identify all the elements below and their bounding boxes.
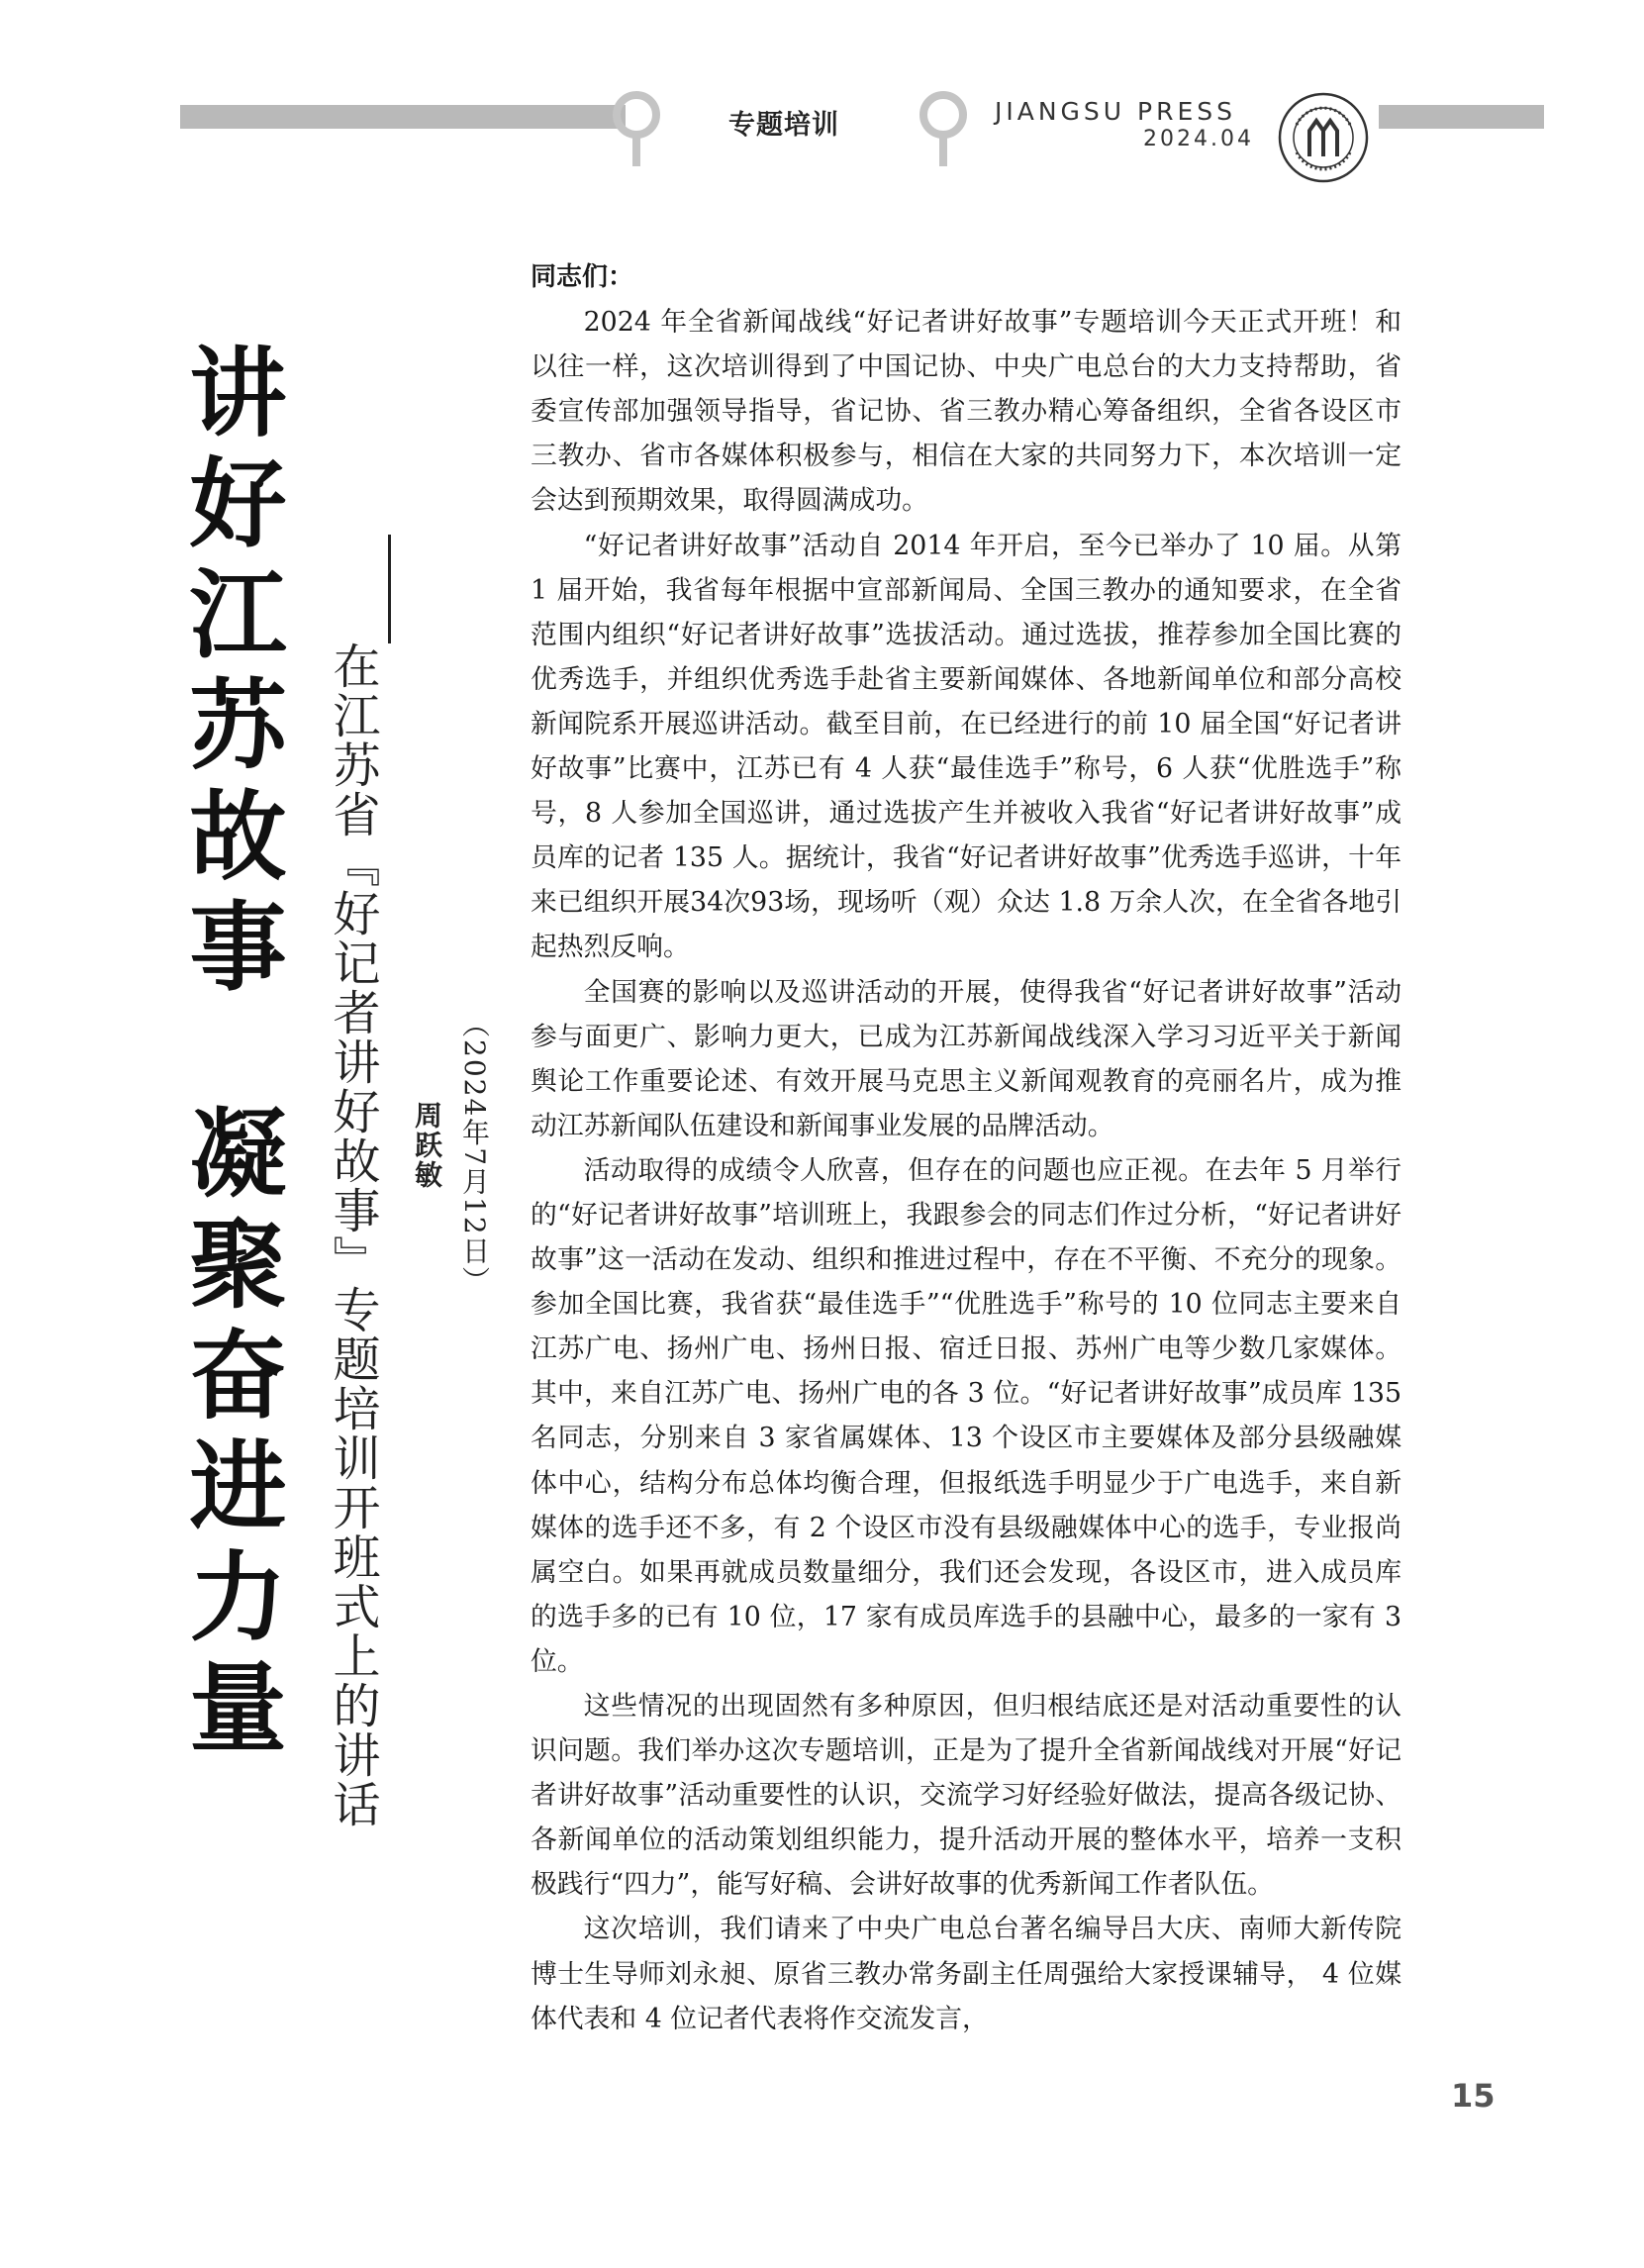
magazine-name: JIANGSU PRESS bbox=[995, 97, 1237, 126]
page-number: 15 bbox=[1451, 2077, 1496, 2115]
author-name: 周跃敏 bbox=[411, 1101, 443, 1190]
paragraph: 这些情况的出现固然有多种原因，但归根结底还是对活动重要性的认识问题。我们举办这次专题培训，正是为了提升全省新闻战线对开展“好记者讲好故事”活动重要性的认识，交流学习好经验好做法，提高各级记协、各新闻单位的活动策划组织能力，提升活动开展的整体水平，培养一支积极践行“四力”，能写好稿、会讲好故事的优秀新闻工作者队伍。 bbox=[531, 1691, 1402, 1901]
paragraph: “好记者讲好故事”活动自 2014 年开启，至今已举办了 10 届。从第 1 届开始，我省每年根据中宣部新闻局、全国三教办的通知要求，在全省范围内组织“好记者讲好故事”选拔活动。通过选拔，推荐参加全国比赛的优秀选手，并组织优秀选手赴省主要新闻媒体、各地新闻单位和部分高校新闻院系开展巡讲活动。截至目前，在已经进行的前 10 届全国“好记者讲好故事”比赛中，江苏已有 4 人获“最佳选手”称号，6 人获“优胜选手”称号，8 人参加全国巡讲，通过选拔产生并被收入我省“好记者讲好故事”成员库的记者 135 人。据统计，我省“好记者讲好故事”优秀选手巡讲，十年来已组织开展34次93场，现场听（观）众达 1.8 万余人次，在全省各地引起热烈反响。 bbox=[531, 530, 1402, 963]
article-body bbox=[531, 255, 1402, 2041]
location-pin-icon bbox=[609, 89, 664, 168]
location-pin-icon bbox=[916, 89, 971, 168]
paragraph: 活动取得的成绩令人欣喜，但存在的问题也应正视。在去年 5 月举行的“好记者讲好故事”培训班上，我跟参会的同志们作过分析，“好记者讲好故事”这一活动在发动、组织和推进过程中，存在不平衡、不充分的现象。参加全国比赛，我省获“最佳选手”“优胜选手”称号的 10 位同志主要来自江苏广电、扬州广电、扬州日报、宿迁日报、苏州广电等少数几家媒体。其中，来自江苏广电、扬州广电的各 3 位。“好记者讲好故事”成员库 135 名同志，分别来自 3 家省属媒体、13 个设区市主要媒体及部分县级融媒体中心，结构分布总体均衡合理，但报纸选手明显少于广电选手，来自新媒体的选手还不多，有 2 个设区市没有县级融媒体中心的选手，专业报尚属空白。如果再就成员数量细分，我们还会发现，各设区市，进入成员库的选手多的已有 10 位，17 家有成员库选手的县融中心，最多的一家有 3 位。 bbox=[531, 1154, 1402, 1677]
paragraph: 全国赛的影响以及巡讲活动的开展，使得我省“好记者讲好故事”活动参与面更广、影响力更大，已成为江苏新闻战线深入学习习近平关于新闻舆论工作重要论述、有效开展马克思主义新闻观教育的亮丽名片，成为推动江苏新闻队伍建设和新闻事业发展的品牌活动。 bbox=[531, 976, 1402, 1141]
subtitle-dash bbox=[388, 535, 391, 643]
paragraph: 这次培训，我们请来了中央广电总台著名编导吕大庆、南师大新传院博士生导师刘永昶、原省三教办常务副主任周强给大家授课辅导， 4 位媒体代表和 4 位记者代表将作交流发言， bbox=[531, 1914, 1402, 2034]
paragraph: 2024 年全省新闻战线“好记者讲好故事”专题培训今天正式开班！和以往一样，这次培训得到了中国记协、中央广电总台的大力支持帮助，省委宣传部加强领导指导，省记协、省三教办精心筹备组织，全省各设区市三教办、省市各媒体积极参与，相信在大家的共同努力下，本次培训一定会达到预期效果，取得圆满成功。 bbox=[531, 307, 1402, 517]
section-title: 专题培训 bbox=[728, 110, 839, 141]
association-seal-logo bbox=[1277, 91, 1370, 184]
speech-date: （2024年7月12日） bbox=[458, 1010, 491, 1296]
article-subtitle: 在江苏省『好记者讲好故事』专题培训开班式上的讲话 bbox=[325, 641, 380, 1829]
header-bar-right bbox=[1379, 105, 1544, 129]
article-title: 讲好江苏故事 凝聚奋进力量 bbox=[173, 342, 286, 1768]
issue-number: 2024.04 bbox=[1143, 127, 1254, 151]
salutation: 同志们： bbox=[531, 262, 634, 292]
header-bar-left bbox=[180, 105, 626, 129]
